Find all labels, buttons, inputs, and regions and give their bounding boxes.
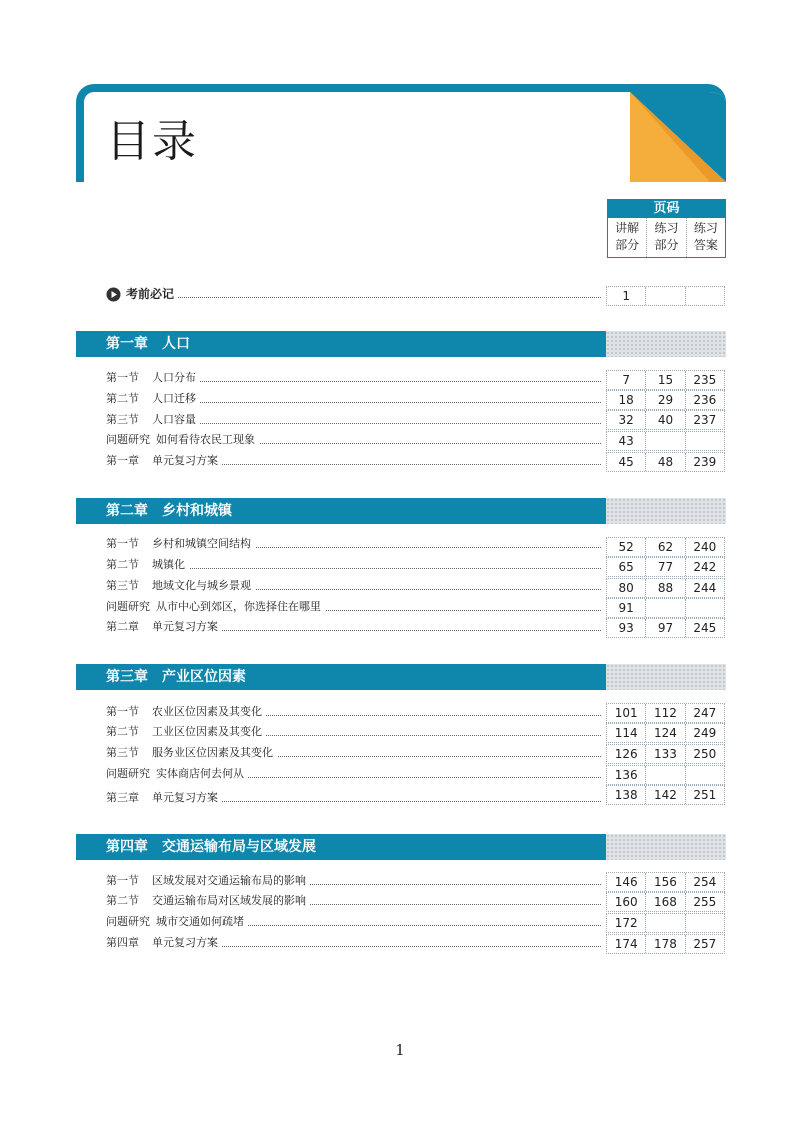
row-page-numbers [606,892,725,912]
page-practice: 124 [645,724,684,742]
row-label: 地域文化与城乡景观 [152,579,251,592]
page-practice [645,599,684,617]
legend-col-practice: 练习 部分 [646,218,685,257]
toc-row[interactable] [106,933,601,953]
page-answers [685,432,724,450]
row-prefix: 第二章 [106,620,139,633]
page-practice [645,914,684,932]
row-page-numbers [606,578,725,598]
row-label: 区域发展对交通运输布局的影响 [152,874,306,887]
chapter-4-bar[interactable] [76,834,726,860]
row-prefix: 第三节 [106,746,139,759]
page-lecture: 43 [618,434,634,448]
page-lecture: 18 [618,393,634,407]
toc-row[interactable] [106,891,601,911]
page-lecture: 1 [622,289,630,303]
toc-row[interactable] [106,871,601,891]
chapter-title: 第一章 人口 [76,331,606,357]
row-page-numbers [606,703,725,723]
toc-row[interactable] [106,430,601,450]
page-answers [685,766,724,784]
row-label: 从市中心到郊区，你选择住在哪里 [156,600,321,613]
row-label: 人口迁移 [152,392,196,405]
page-answers [685,599,724,617]
page-practice [645,432,684,450]
page-lecture: 91 [618,601,634,615]
toc-row[interactable] [106,764,601,784]
row-page-numbers [606,618,725,638]
row-prefix: 问题研究 [106,767,150,780]
page-answers: 251 [685,786,724,804]
page-answers: 244 [685,579,724,597]
page-practice: 178 [645,935,684,953]
row-label: 工业区位因素及其变化 [152,725,262,738]
toc-row[interactable] [106,534,601,554]
row-prefix: 第二节 [106,558,139,571]
page-answers: 237 [685,411,724,429]
row-page-numbers [606,765,725,785]
row-prefix: 第一节 [106,537,139,550]
row-label: 乡村和城镇空间结构 [152,537,251,550]
page-answers [685,287,724,305]
page-practice: 112 [645,704,684,722]
row-page-numbers [606,537,725,557]
page-lecture: 114 [614,726,638,740]
page-practice: 97 [645,619,684,637]
page-practice: 168 [645,893,684,911]
page-answers: 240 [685,538,724,556]
chapter-title: 第四章 交通运输布局与区域发展 [76,834,606,860]
page-answers: 250 [685,745,724,763]
page-practice: 156 [645,873,684,891]
chapter-pattern [606,331,726,357]
row-page-numbers [606,723,725,743]
toc-row[interactable] [106,617,601,637]
page-lecture: 7 [622,373,630,387]
chapter-2-bar[interactable] [76,498,726,524]
row-label: 单元复习方案 [152,454,218,467]
toc-row[interactable] [106,555,601,575]
row-prefix: 第一节 [106,705,139,718]
chapter-1-bar[interactable] [76,331,726,357]
row-page-numbers [606,785,725,805]
row-prefix: 第一节 [106,874,139,887]
row-prefix: 问题研究 [106,433,150,446]
row-label: 如何看待农民工现象 [156,433,255,446]
page-practice: 48 [645,453,684,471]
row-label: 单元复习方案 [152,936,218,949]
page-lecture: 65 [618,560,634,574]
page-lecture: 126 [614,747,638,761]
toc-row[interactable] [106,702,601,722]
row-page-numbers [606,390,725,410]
page-lecture: 172 [614,916,638,930]
row-label: 城镇化 [152,558,185,571]
row-page-numbers [606,598,725,618]
page-lecture: 32 [618,413,634,427]
page-lecture: 93 [618,621,634,635]
row-label: 服务业区位因素及其变化 [152,746,273,759]
page-practice: 15 [645,371,684,389]
page-practice: 133 [645,745,684,763]
row-page-numbers [606,410,725,430]
page-practice: 77 [645,558,684,576]
row-prefix: 第二节 [106,894,139,907]
page-answers: 247 [685,704,724,722]
page-lecture: 174 [614,937,638,951]
page-practice: 88 [645,579,684,597]
page-lecture: 45 [618,455,634,469]
chapter-pattern [606,664,726,690]
row-page-numbers [606,370,725,390]
row-label: 单元复习方案 [152,791,218,804]
page-answers [685,914,724,932]
page-code-legend [607,199,726,258]
page-answers: 235 [685,371,724,389]
toc-row[interactable] [106,410,601,430]
row-label: 交通运输布局对区域发展的影响 [152,894,306,907]
row-prefix: 第三章 [106,791,139,804]
page-lecture: 52 [618,540,634,554]
chapter-pattern [606,498,726,524]
toc-row[interactable] [106,597,601,617]
intro-leader-dots [126,297,601,298]
row-page-numbers [606,431,725,451]
row-prefix: 第一节 [106,371,139,384]
toc-row[interactable] [106,389,601,409]
page-answers: 242 [685,558,724,576]
row-page-numbers [606,913,725,933]
chapter-3-bar[interactable] [76,664,726,690]
page-answers: 239 [685,453,724,471]
chapter-pattern [606,834,726,860]
page-answers: 245 [685,619,724,637]
page-practice [645,287,684,305]
intro-page-numbers [606,286,725,306]
row-page-numbers [606,934,725,954]
toc-row[interactable] [106,912,601,932]
toc-link-intro[interactable]: 考前必记 [126,284,178,304]
row-prefix: 第三节 [106,413,139,426]
page-answers: 255 [685,893,724,911]
page-practice [645,766,684,784]
chapter-title: 第三章 产业区位因素 [76,664,606,690]
chapter-title: 第二章 乡村和城镇 [76,498,606,524]
page-answers: 249 [685,724,724,742]
toc-row[interactable] [106,451,601,471]
page-lecture: 146 [614,875,638,889]
play-circle-icon [106,287,121,302]
toc-row[interactable] [106,788,601,808]
page-answers: 254 [685,873,724,891]
page-number: 1 [395,1041,405,1059]
row-label: 实体商店何去何从 [156,767,244,780]
row-page-numbers [606,452,725,472]
page-practice: 62 [645,538,684,556]
row-page-numbers [606,557,725,577]
page-practice: 29 [645,391,684,409]
row-prefix: 第二节 [106,725,139,738]
page-answers: 236 [685,391,724,409]
page-practice: 142 [645,786,684,804]
page-lecture: 80 [618,581,634,595]
legend-col-answers: 练习 答案 [686,218,725,257]
row-label: 人口分布 [152,371,196,384]
row-prefix: 第四章 [106,936,139,949]
row-label: 单元复习方案 [152,620,218,633]
row-label: 农业区位因素及其变化 [152,705,262,718]
row-prefix: 问题研究 [106,600,150,613]
toc-row[interactable] [106,743,601,763]
row-prefix: 第三节 [106,579,139,592]
row-prefix: 问题研究 [106,915,150,928]
row-page-numbers [606,872,725,892]
toc-row[interactable] [106,576,601,596]
page-lecture: 101 [614,706,638,720]
legend-title: 页码 [608,200,725,218]
page-lecture: 138 [614,788,638,802]
page-title: 目录 [106,116,198,167]
row-label: 城市交通如何疏堵 [156,915,244,928]
page-lecture: 160 [614,895,638,909]
row-page-numbers [606,744,725,764]
page-practice: 40 [645,411,684,429]
row-prefix: 第二节 [106,392,139,405]
page-answers: 257 [685,935,724,953]
toc-row[interactable] [106,722,601,742]
row-label: 人口容量 [152,413,196,426]
page-lecture: 136 [614,768,638,782]
folded-corner-decoration [630,92,726,182]
legend-col-lecture: 讲解 部分 [615,221,640,252]
row-prefix: 第一章 [106,454,139,467]
toc-row[interactable] [106,368,601,388]
